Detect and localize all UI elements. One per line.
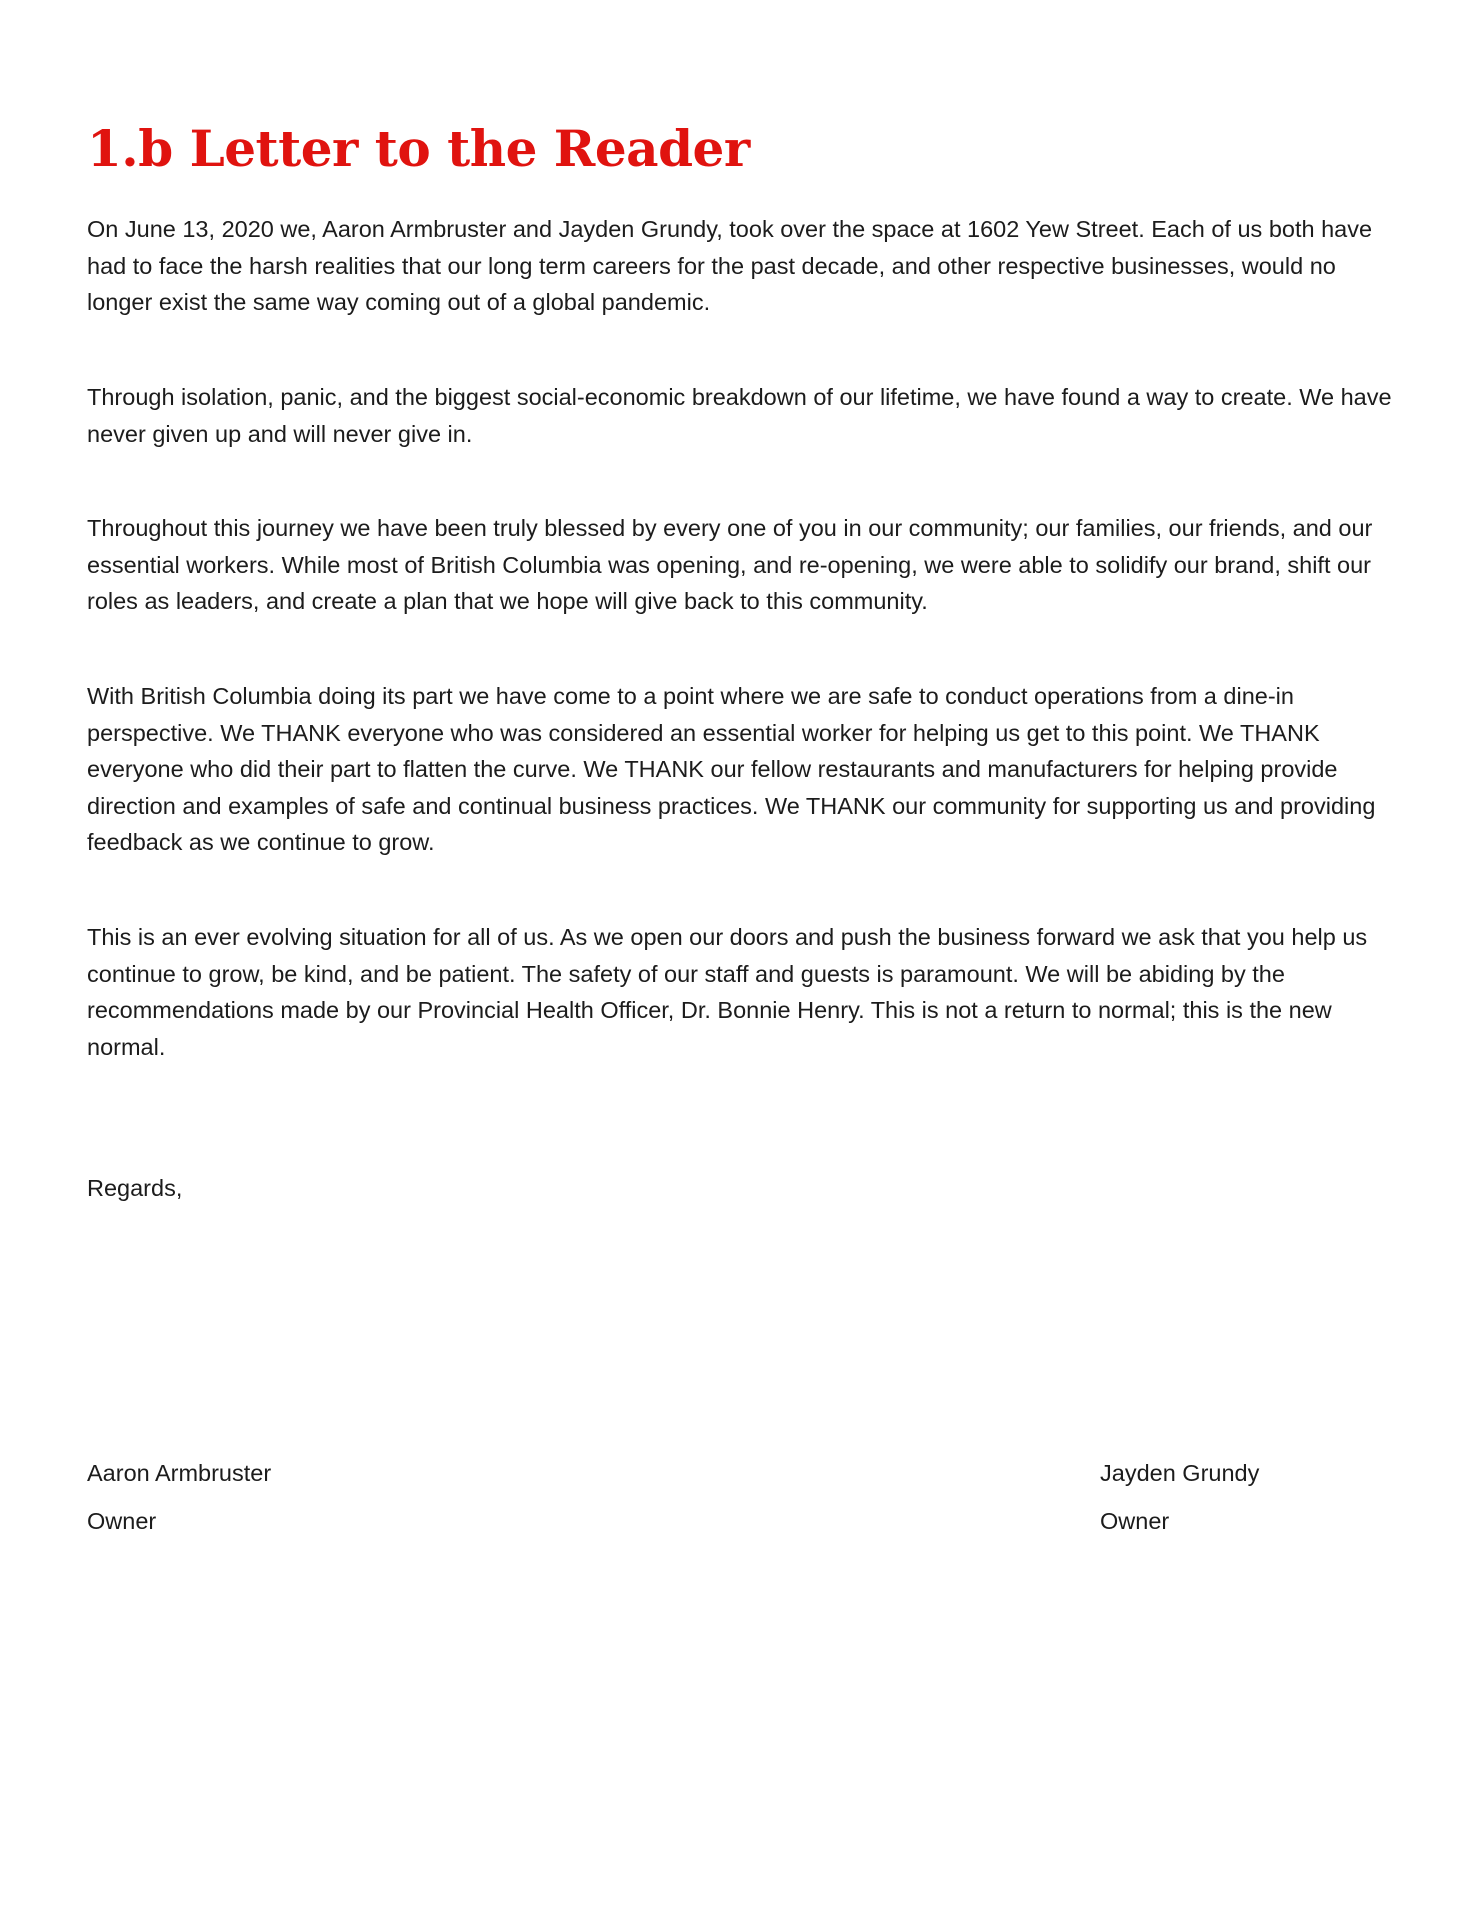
page-title: 1.b Letter to the Reader — [87, 119, 750, 178]
signatory-role: Owner — [1100, 1508, 1170, 1534]
signatory-name: Aaron Armbruster — [87, 1460, 272, 1486]
paragraph-resilience: Through isolation, panic, and the biggest social-economic breakdown of our lifetime, we have found a way to create. We have never given up and will never give in. — [87, 384, 1392, 447]
signatory-name: Jayden Grundy — [1100, 1460, 1260, 1486]
paragraph-new-normal: This is an ever evolving situation for all of us. As we open our doors and push the business forward we ask that you help us continue to grow, be kind, and be patient. The safety of our staff and guests is paramount. We will be abiding by the recommendations made by our Provincial Health Officer, Dr. Bonnie Henry. This is not a return to normal; this is the new normal. — [87, 924, 1368, 1060]
paragraph-thanks: With British Columbia doing its part we have come to a point where we are safe to conduct operations from a dine-in perspective. We THANK everyone who was considered an essential worker for helping us get to this point. We THANK everyone who did their part to flatten the curve. We THANK our fellow restaurants and manufacturers for helping provide direction and examples of safe and continual business practices. We THANK our community for supporting us and providing feedback as we continue to grow. — [87, 683, 1376, 855]
closing-salutation: Regards, — [87, 1175, 183, 1201]
paragraph-community: Throughout this journey we have been truly blessed by every one of you in our community; our families, our friends, and our essential workers. While most of British Columbia was opening, and re-opening, we were able to solidify our brand, shift our roles as leaders, and create a plan that we hope will give back to this community. — [87, 515, 1373, 614]
signatory-role: Owner — [87, 1508, 157, 1534]
paragraph-intro: On June 13, 2020 we, Aaron Armbruster and Jayden Grundy, took over the space at 1602 Yew Street. Each of us both have had to face the harsh realities that our long term careers for the past decade, and other respective businesses, would no longer exist the same way coming out of a global pandemic. — [87, 216, 1373, 315]
